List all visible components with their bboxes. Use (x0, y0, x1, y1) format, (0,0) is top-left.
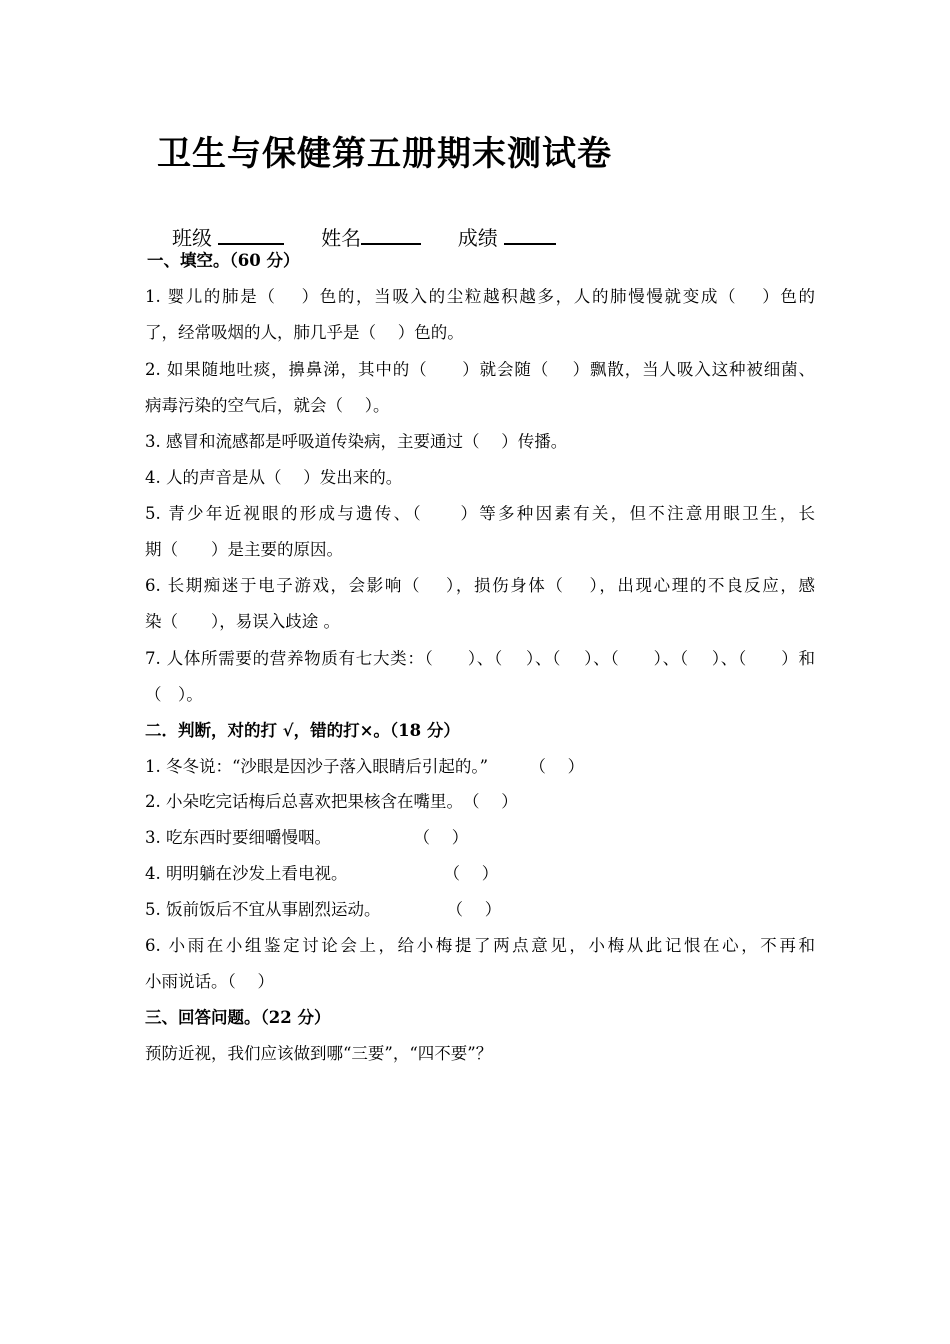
name-blank[interactable] (361, 223, 421, 245)
name-label: 姓名 (321, 226, 362, 250)
judge-line: 4. 明明躺在沙发上看电视。 （ ） (145, 864, 499, 883)
question-line: 6. 长期痴迷于电子游戏，会影响（ ），损伤身体（ ），出现心理的不良反应，感 (145, 576, 815, 595)
score-label: 成绩 (457, 226, 498, 250)
question-line: 4. 人的声音是从（ ）发出来的。 (145, 468, 403, 487)
score-blank[interactable] (504, 223, 556, 245)
question-line: 了，经常吸烟的人，肺几乎是（ ）色的。 (145, 323, 464, 342)
page-title: 卫生与保健第五册期末测试卷 (157, 134, 612, 174)
judge-line: 3. 吃东西时要细嚼慢咽。 （ ） (145, 828, 469, 847)
question-line: （ ）。 (145, 685, 203, 704)
section-heading-fill: 一、填空。（60 分） (147, 251, 300, 270)
judge-line: 小雨说话。（ ） (145, 972, 274, 991)
section-heading-judge: 二．判断，对的打 √，错的打×。（18 分） (145, 721, 460, 740)
question-line: 2. 如果随地吐痰，擤鼻涕，其中的（ ）就会随（ ）飘散，当人吸入这种被细菌、 (145, 360, 815, 379)
question-line: 病毒污染的空气后，就会（ ）。 (145, 396, 390, 415)
section-heading-answer: 三、回答问题。（22 分） (145, 1008, 331, 1027)
question-line: 3. 感冒和流感都是呼吸道传染病，主要通过（ ）传播。 (145, 432, 568, 451)
question-line: 7. 人体所需要的营养物质有七大类：（ ）、（ ）、（ ）、（ ）、（ ）、（ ）和 (145, 649, 815, 668)
class-label: 班级 (172, 226, 212, 250)
judge-line: 6. 小雨在小组鉴定讨论会上，给小梅提了两点意见，小梅从此记恨在心，不再和 (145, 936, 815, 955)
question-line: 期（ ）是主要的原因。 (145, 540, 343, 559)
question-line: 5. 青少年近视眼的形成与遗传、（ ）等多种因素有关，但不注意用眼卫生，长 (145, 504, 815, 523)
class-blank[interactable] (218, 223, 284, 245)
question-line: 1. 婴儿的肺是（ ）色的，当吸入的尘粒越积越多，人的肺慢慢就变成（ ）色的 (145, 287, 815, 306)
question-line: 染（ ），易误入歧途 。 (145, 612, 340, 631)
answer-question: 预防近视，我们应该做到哪“三要”，“四不要”？ (145, 1044, 493, 1063)
student-info-row (172, 222, 556, 251)
judge-line: 1. 冬冬说：“沙眼是因沙子落入眼睛后引起的。” （ ） (145, 757, 585, 776)
judge-line: 2. 小朵吃完话梅后总喜欢把果核含在嘴里。 （ ） (145, 792, 518, 811)
judge-line: 5. 饭前饭后不宜从事剧烈运动。 （ ） (145, 900, 502, 919)
